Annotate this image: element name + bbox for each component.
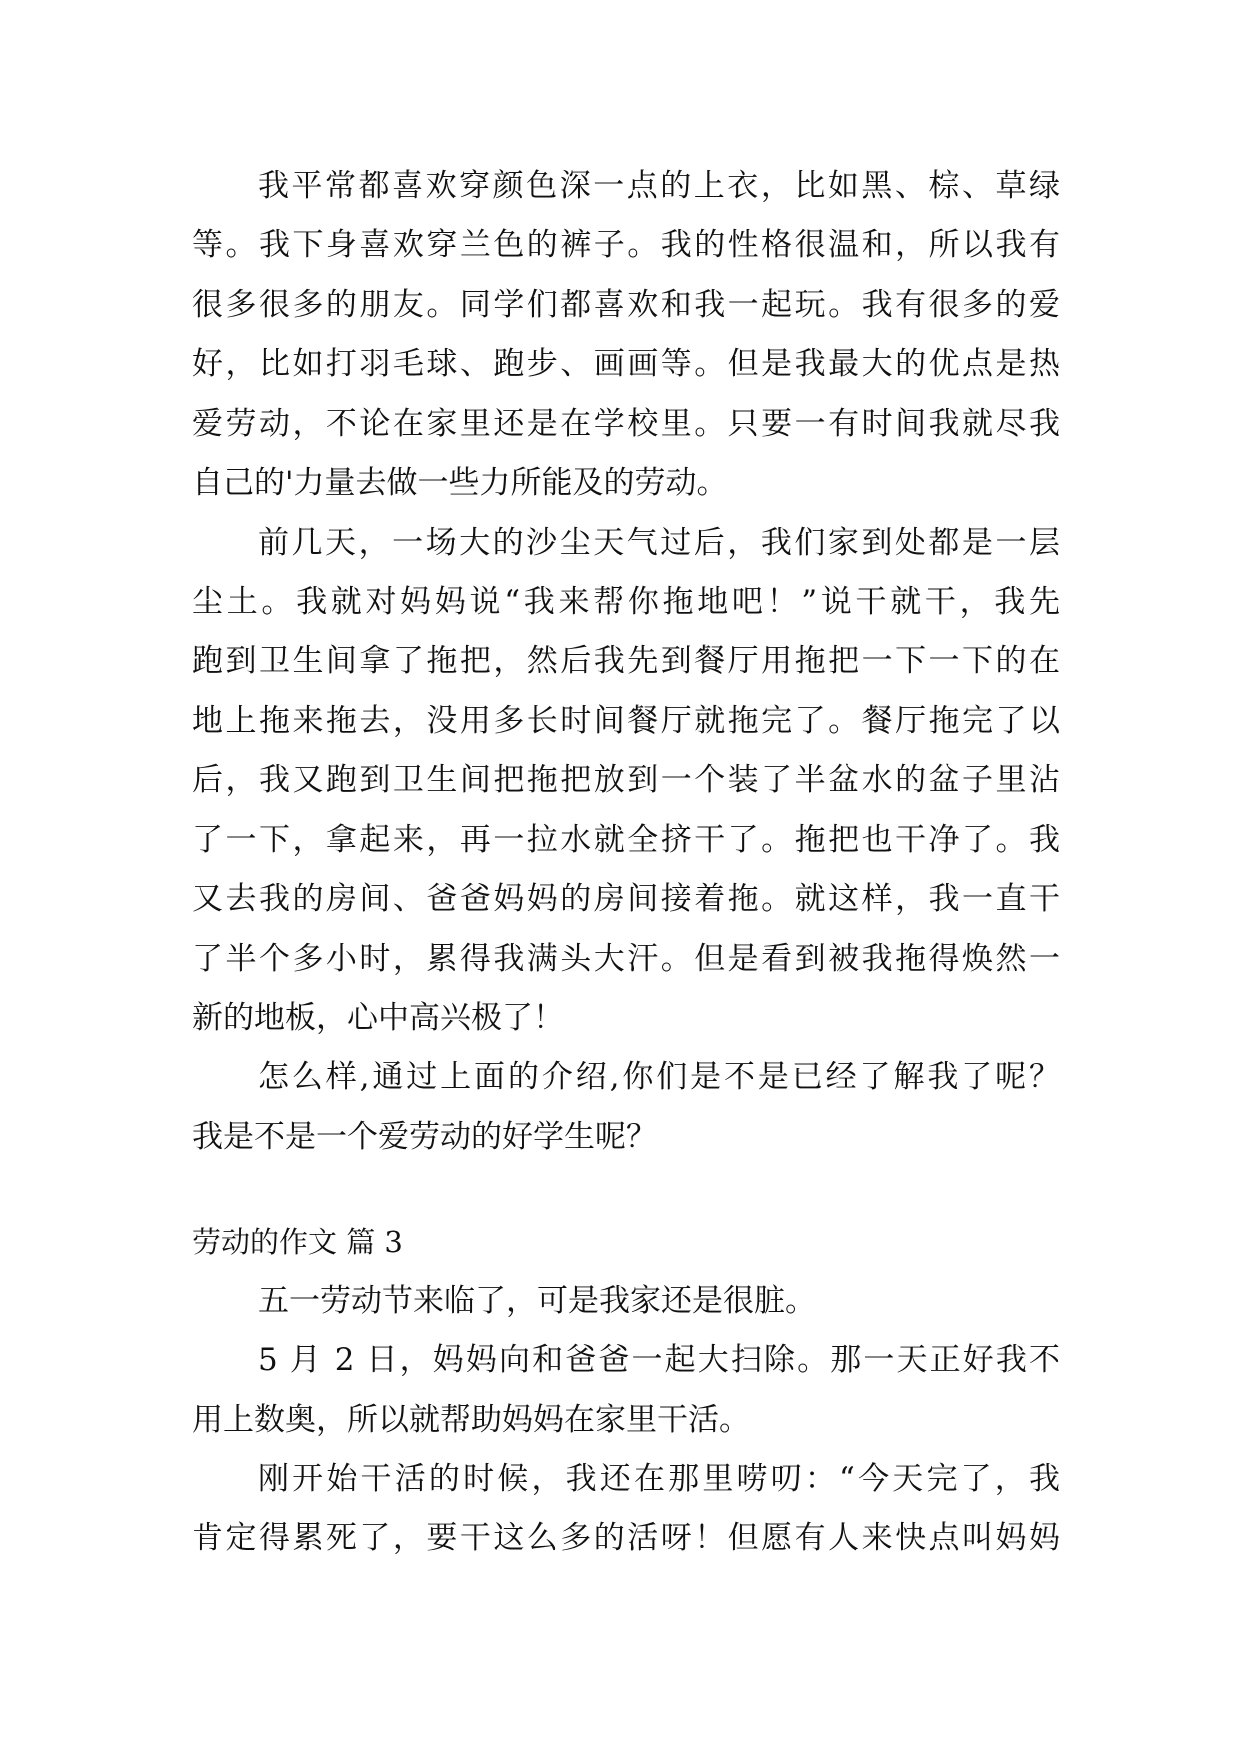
- text-line: 爱劳动，不论在家里还是在学校里。只要一有时间我就尽我: [192, 406, 1060, 442]
- text-line: 好，比如打羽毛球、跑步、画画等。但是我最大的优点是热: [192, 346, 1060, 382]
- text-line: 肯定得累死了，要干这么多的活呀！但愿有人来快点叫妈妈: [192, 1520, 1060, 1556]
- text-line: 刚开始干活的时候，我还在那里唠叨：“今天完了，我: [258, 1461, 1060, 1497]
- text-line: 前几天，一场大的沙尘天气过后，我们家到处都是一层: [258, 525, 1060, 561]
- text-line: 很多很多的朋友。同学们都喜欢和我一起玩。我有很多的爱: [192, 287, 1060, 323]
- text-line: 我平常都喜欢穿颜色深一点的上衣，比如黑、棕、草绿: [258, 168, 1060, 204]
- text-line: 5 月 2 日，妈妈向和爸爸一起大扫除。那一天正好我不: [258, 1342, 1060, 1378]
- text-line: 了一下，拿起来，再一拉水就全挤干了。拖把也干净了。我: [192, 822, 1060, 858]
- text-line: 自己的'力量去做一些力所能及的劳动。: [192, 465, 728, 501]
- text-line: 怎么样,通过上面的介绍,你们是不是已经了解我了呢？: [258, 1059, 1060, 1095]
- text-line: 新的地板，心中高兴极了！: [192, 1000, 564, 1036]
- text-line: 了半个多小时，累得我满头大汗。但是看到被我拖得焕然一: [192, 941, 1060, 977]
- text-line: 跑到卫生间拿了拖把，然后我先到餐厅用拖把一下一下的在: [192, 643, 1060, 679]
- section-heading: 劳动的作文 篇 3: [192, 1225, 403, 1259]
- text-line: 又去我的房间、爸爸妈妈的房间接着拖。就这样，我一直干: [192, 881, 1060, 917]
- text-line: 五一劳动节来临了，可是我家还是很脏。: [258, 1283, 816, 1319]
- text-line: 地上拖来拖去，没用多长时间餐厅就拖完了。餐厅拖完了以: [192, 703, 1060, 739]
- text-line: 后，我又跑到卫生间把拖把放到一个装了半盆水的盆子里沾: [192, 762, 1060, 798]
- text-line: 等。我下身喜欢穿兰色的裤子。我的性格很温和，所以我有: [192, 227, 1060, 263]
- text-line: 我是不是一个爱劳动的好学生呢？: [192, 1119, 657, 1155]
- text-line: 用上数奥，所以就帮助妈妈在家里干活。: [192, 1402, 750, 1438]
- text-line: 尘土。我就对妈妈说“我来帮你拖地吧！”说干就干，我先: [192, 584, 1060, 620]
